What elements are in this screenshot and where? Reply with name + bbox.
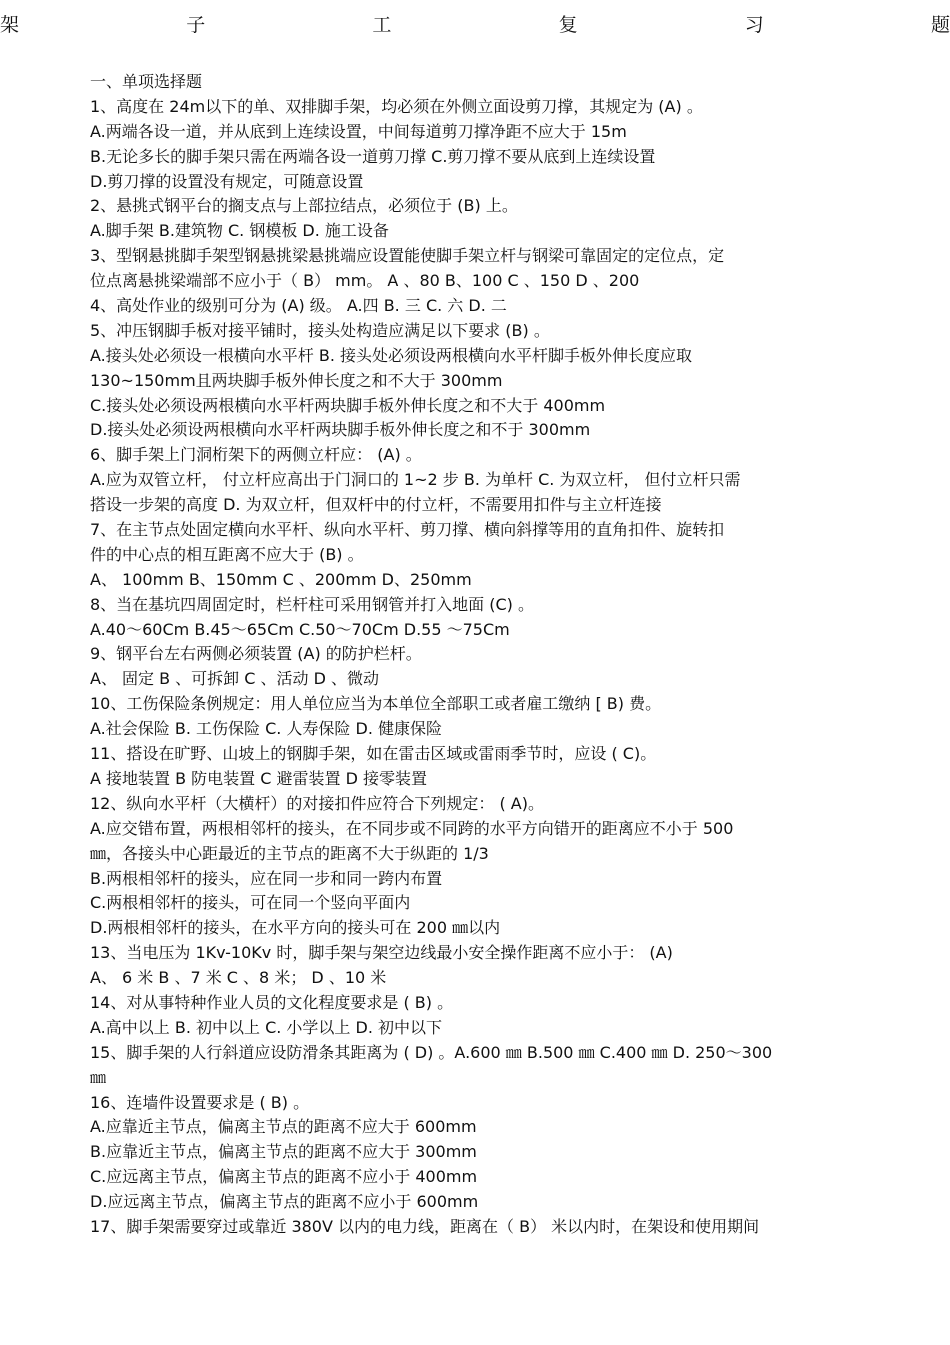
text-line: C.接头处必须设两根横向水平杆两块脚手板外伸长度之和不大于 400mm xyxy=(90,395,606,415)
text-line: ㎜ xyxy=(90,1067,107,1087)
text-line: A 接地装置 B 防电装置 C 避雷装置 D 接零装置 xyxy=(90,768,428,788)
title-char: 架 xyxy=(0,14,20,36)
text-line: A.接头处必须设一根横向水平杆 B. 接头处必须设两根横向水平杆脚手板外伸长度应取 xyxy=(90,345,692,365)
text-line: 8、当在基坑四周固定时，栏杆柱可采用钢管并打入地面 (C) 。 xyxy=(90,594,535,614)
text-line: C.两根相邻杆的接头，可在同一个竖向平面内 xyxy=(90,893,411,913)
text-line: A.社会保险 B. 工伤保险 C. 人寿保险 D. 健康保险 xyxy=(90,719,442,739)
text-line: 130~150mm且两块脚手板外伸长度之和不大于 300mm xyxy=(90,370,503,390)
text-line: 12、纵向水平杆（大横杆）的对接扣件应符合下列规定： ( A)。 xyxy=(90,793,544,813)
text-line: B.无论多长的脚手架只需在两端各设一道剪刀撑 C.剪刀撑不要从底到上连续设置 xyxy=(90,146,656,166)
text-line: 11、搭设在旷野、山坡上的钢脚手架，如在雷击区域或雷雨季节时，应设 ( C)。 xyxy=(90,744,657,764)
text-line: ㎜，各接头中心距最近的主节点的距离不大于纵距的 1/3 xyxy=(90,843,489,863)
text-line: A、 固定 B 、可拆卸 C 、活动 D 、微动 xyxy=(90,669,380,689)
text-line: A.脚手架 B.建筑物 C. 钢模板 D. 施工设备 xyxy=(90,221,389,241)
document-title xyxy=(0,10,950,40)
text-line: 5、冲压钢脚手板对接平铺时，接头处构造应满足以下要求 (B) 。 xyxy=(90,320,550,340)
text-line: 16、连墙件设置要求是 ( B) 。 xyxy=(90,1092,310,1112)
text-line: 件的中心点的相互距离不应大于 (B) 。 xyxy=(90,544,364,564)
title-char: 习 xyxy=(744,14,764,36)
text-line: 1、高度在 24m以下的单、双排脚手架，均必须在外侧立面设剪刀撑，其规定为 (A) 。 xyxy=(90,96,703,116)
text-line: 搭设一步架的高度 D. 为双立杆，但双杆中的付立杆，不需要用扣件与主立杆连接 xyxy=(90,495,662,515)
text-line: B.应靠近主节点，偏离主节点的距离不应大于 300mm xyxy=(90,1142,477,1162)
text-line: 17、脚手架需要穿过或靠近 380V 以内的电力线，距离在（ B） 米以内时，在架设和使用期间 xyxy=(90,1216,760,1236)
text-line: 2、悬挑式钢平台的搁支点与上部拉结点，必须位于 (B) 上。 xyxy=(90,196,518,216)
text-line: D.剪刀撑的设置没有规定，可随意设置 xyxy=(90,171,364,191)
text-line: A.应靠近主节点，偏离主节点的距离不应大于 600mm xyxy=(90,1117,477,1137)
text-line: 13、当电压为 1Kv-10Kv 时，脚手架与架空边线最小安全操作距离不应小于： (A) xyxy=(90,943,673,963)
text-line: 14、对从事特种作业人员的文化程度要求是 ( B) 。 xyxy=(90,992,454,1012)
text-line: 7、在主节点处固定横向水平杆、纵向水平杆、剪刀撑、横向斜撑等用的直角扣件、旋转扣 xyxy=(90,520,725,540)
title-char: 题 xyxy=(930,14,950,36)
title-char: 复 xyxy=(558,14,578,36)
text-line: A.应为双管立杆， 付立杆应高出于门洞口的 1~2 步 B. 为单杆 C. 为双立杆， 但付立杆只需 xyxy=(90,470,741,490)
text-line: A、 100mm B、150mm C 、200mm D、250mm xyxy=(90,569,472,589)
text-line: C.应远离主节点，偏离主节点的距离不应小于 400mm xyxy=(90,1167,478,1187)
text-line: A、 6 米 B 、7 米 C 、8 米； D 、10 米 xyxy=(90,968,387,988)
title-char: 工 xyxy=(372,14,392,36)
text-line: B.两根相邻杆的接头，应在同一步和同一跨内布置 xyxy=(90,868,443,888)
question-list xyxy=(90,70,860,1240)
text-line: A.两端各设一道，并从底到上连续设置，中间每道剪刀撑净距不应大于 15m xyxy=(90,121,627,141)
text-line: 9、钢平台左右两侧必须装置 (A) 的防护栏杆。 xyxy=(90,644,422,664)
title-char: 子 xyxy=(186,14,206,36)
text-line: 位点离悬挑梁端部不应小于（ B） mm。 A 、80 B、100 C 、150 D 、200 xyxy=(90,271,640,291)
text-line: A.应交错布置，两根相邻杆的接头，在不同步或不同跨的水平方向错开的距离应不小于 500 xyxy=(90,818,734,838)
text-line: A.高中以上 B. 初中以上 C. 小学以上 D. 初中以下 xyxy=(90,1017,442,1037)
text-line: 10、工伤保险条例规定：用人单位应当为本单位全部职工或者雇工缴纳 [ B) 费。 xyxy=(90,694,662,714)
text-line: 6、脚手架上门洞桁架下的两侧立杆应： (A) 。 xyxy=(90,445,422,465)
text-line: 3、型钢悬挑脚手架型钢悬挑梁悬挑端应设置能使脚手架立杆与钢梁可靠固定的定位点，定 xyxy=(90,246,725,266)
text-line: A.40～60Cm B.45～65Cm C.50～70Cm D.55 ～75Cm xyxy=(90,619,510,639)
text-line: 4、高处作业的级别可分为 (A) 级。 A.四 B. 三 C. 六 D. 二 xyxy=(90,296,507,316)
text-line: 15、脚手架的人行斜道应设防滑条其距离为 ( D) 。A.600 ㎜ B.500 ㎜ C.400 ㎜ D. 250～300 xyxy=(90,1042,773,1062)
text-line: D.接头处必须设两根横向水平杆两块脚手板外伸长度之和不于 300mm xyxy=(90,420,591,440)
section-heading: 一、单项选择题 xyxy=(90,72,203,91)
text-line: D.两根相邻杆的接头，在水平方向的接头可在 200 ㎜以内 xyxy=(90,918,501,938)
text-line: D.应远离主节点，偏离主节点的距离不应小于 600mm xyxy=(90,1192,479,1212)
